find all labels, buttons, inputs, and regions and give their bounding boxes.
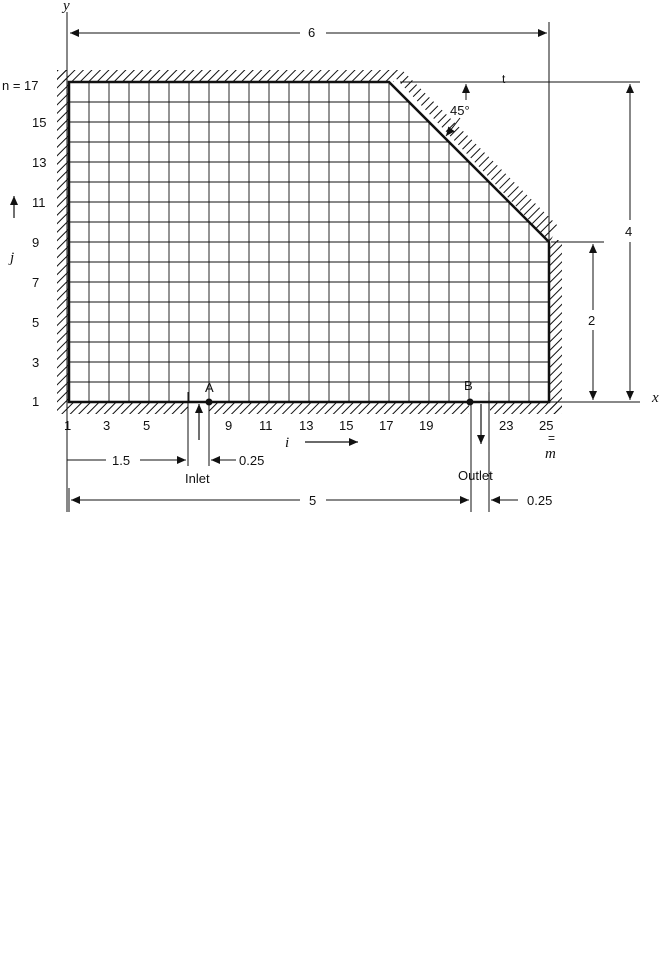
dimension-outlet — [69, 488, 552, 512]
i-tick-label: 5 — [143, 418, 151, 433]
i-tick-labels — [64, 418, 553, 433]
i-tick-label: 15 — [339, 418, 354, 433]
i-label: i — [285, 435, 290, 451]
i-tick-label: 3 — [103, 418, 111, 433]
height-total-label: 4 — [625, 224, 633, 239]
n-label: n = 17 — [2, 78, 39, 93]
i-tick-label: 1 — [64, 418, 72, 433]
mesh-grid — [69, 82, 549, 402]
right-height-label: 2 — [588, 313, 596, 328]
tick-mark-label: t — [502, 72, 506, 86]
i-tick-label: 23 — [499, 418, 514, 433]
bottom-wall-middle — [209, 402, 469, 414]
i-tick-label: 25 — [539, 418, 554, 433]
m-equals-sign: = — [548, 431, 556, 445]
m-label: m — [545, 446, 556, 462]
inlet-label: Inlet — [185, 471, 210, 486]
j-tick-label: 13 — [32, 155, 47, 170]
i-tick-label: 13 — [299, 418, 314, 433]
top-wall — [57, 70, 394, 82]
i-tick-label: 19 — [419, 418, 434, 433]
bottom-wall-right — [490, 402, 562, 414]
i-tick-label: 17 — [379, 418, 394, 433]
right-wall — [550, 240, 562, 414]
i-tick-label: 11 — [259, 418, 273, 433]
dimension-inlet — [67, 453, 264, 468]
outlet-label: Outlet — [458, 468, 493, 483]
outlet-width-label: 0.25 — [527, 493, 553, 508]
i-tick-label: 9 — [225, 418, 233, 433]
j-tick-label: 7 — [32, 275, 40, 290]
j-tick-label: 3 — [32, 355, 40, 370]
j-tick-label: 15 — [32, 115, 47, 130]
inlet-width-label: 0.25 — [239, 453, 265, 468]
j-tick-label: 1 — [32, 394, 40, 409]
j-tick-label: 5 — [32, 315, 40, 330]
y-axis-label: y — [63, 0, 70, 14]
inlet — [185, 392, 210, 486]
point-a-label: A — [205, 380, 214, 395]
point-a-marker — [206, 399, 213, 406]
x-axis-label: x — [652, 390, 659, 406]
j-label: j — [10, 250, 15, 266]
j-tick-labels — [32, 115, 46, 409]
chamfer-wall — [388, 70, 558, 242]
width-dimension-label: 6 — [308, 25, 316, 40]
point-b-label: B — [464, 378, 473, 393]
point-b-marker — [467, 399, 474, 406]
bottom-wall-left — [57, 402, 188, 414]
inlet-offset-label: 1.5 — [112, 453, 131, 468]
angle-label: 45° — [450, 103, 470, 118]
outlet-offset-label: 5 — [309, 493, 317, 508]
dimension-height-total — [400, 72, 640, 400]
j-tick-label: 11 — [32, 195, 46, 210]
j-tick-label: 9 — [32, 235, 40, 250]
